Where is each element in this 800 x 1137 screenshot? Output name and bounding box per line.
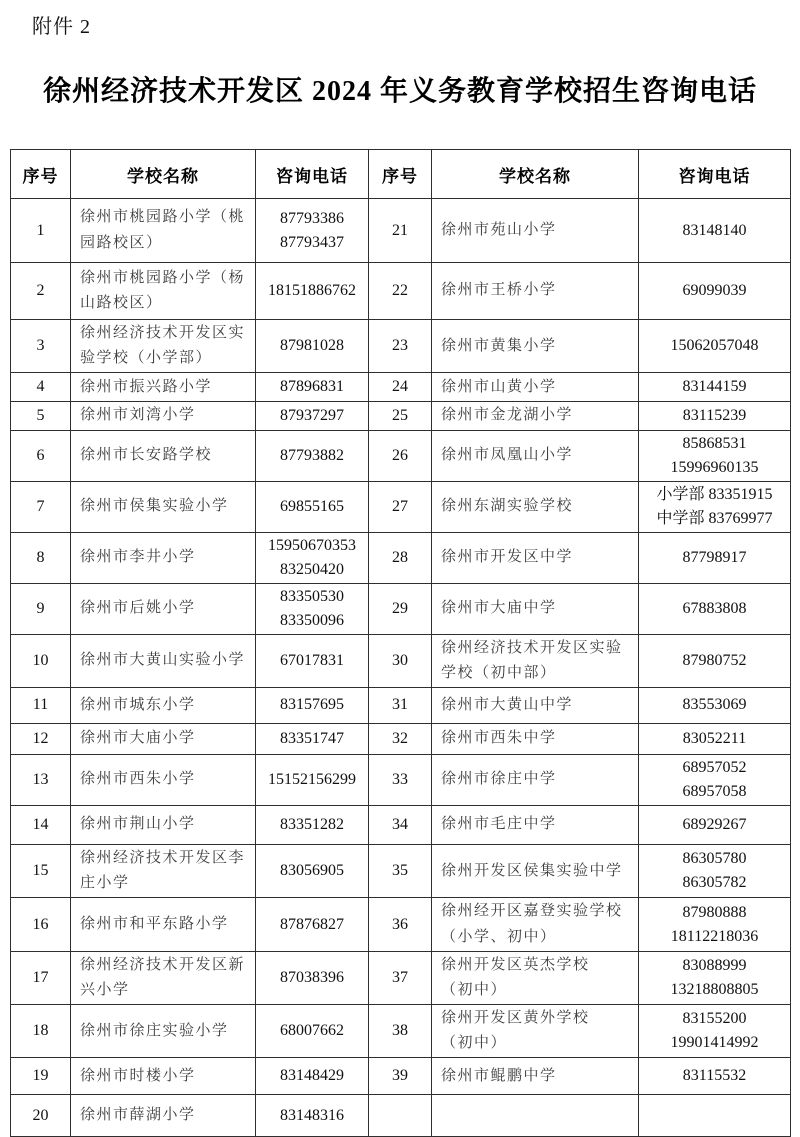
row-number-cell — [369, 1058, 432, 1095]
phone-directory-table — [10, 149, 791, 1137]
column-header-school-left: 学校名称 — [71, 150, 256, 199]
column-header-school-right: 学校名称 — [432, 150, 639, 199]
table-row — [11, 1095, 791, 1137]
row-number-cell — [369, 532, 432, 583]
phone-cell — [256, 723, 369, 754]
row-number: 20 — [32, 1106, 49, 1124]
row-number-cell — [11, 754, 71, 805]
row-number: 38 — [392, 1022, 408, 1040]
school-name-line: 徐州经济技术开发区李 — [80, 849, 246, 866]
school-name-line: 徐州市毛庄中学 — [441, 816, 557, 833]
row-number-cell — [369, 481, 432, 532]
row-number: 29 — [392, 599, 408, 617]
school-name-line: 徐州市大庙小学 — [80, 730, 196, 747]
phone-number: 87980752 — [682, 651, 747, 669]
phone-cell — [639, 634, 791, 687]
phone-cell — [256, 1058, 369, 1095]
school-name-line: 徐州东湖实验学校 — [441, 497, 574, 514]
row-number-cell — [11, 263, 71, 320]
row-number-cell — [11, 1005, 71, 1058]
row-number-cell — [369, 430, 432, 481]
phone-cell — [639, 687, 791, 723]
table-row — [11, 898, 791, 951]
table-row — [11, 687, 791, 723]
school-name-cell — [432, 844, 639, 897]
phone-cell — [639, 1058, 791, 1095]
school-name-cell — [432, 583, 639, 634]
table-row — [11, 481, 791, 532]
row-number: 27 — [392, 497, 408, 515]
row-number-cell — [369, 951, 432, 1004]
school-name-line: 徐州市刘湾小学 — [80, 407, 196, 424]
phone-cell — [256, 199, 369, 263]
table-row — [11, 532, 791, 583]
phone-number: 87798917 — [682, 548, 747, 566]
row-number: 28 — [392, 548, 408, 566]
row-number-cell — [369, 844, 432, 897]
row-number: 12 — [32, 729, 49, 747]
phone-cell — [256, 532, 369, 583]
row-number-cell — [11, 898, 71, 951]
school-name-line: 徐州市徐庄中学 — [441, 771, 557, 788]
phone-number: 83148429 — [280, 1067, 344, 1085]
phone-number: 83148140 — [682, 221, 747, 239]
row-number-cell — [369, 1095, 432, 1137]
phone-cell — [256, 263, 369, 320]
row-number-cell — [11, 481, 71, 532]
phone-number: 18112218036 — [670, 927, 759, 945]
school-name-line: 徐州市长安路学校 — [80, 446, 213, 463]
school-name-line: 徐州市荆山小学 — [80, 816, 196, 833]
school-name-line: 徐州市李井小学 — [80, 548, 196, 565]
row-number-cell — [11, 844, 71, 897]
phone-number: 15950670353 — [268, 536, 356, 554]
phone-number: 86305782 — [682, 874, 747, 892]
phone-cell — [639, 320, 791, 373]
phone-cell — [639, 373, 791, 402]
school-name-cell — [432, 320, 639, 373]
school-name-line: 学校（初中部） — [441, 664, 557, 681]
school-name-cell — [71, 373, 256, 402]
school-name-cell — [71, 263, 256, 320]
school-name-cell — [432, 263, 639, 320]
phone-number: 87038396 — [280, 968, 344, 986]
row-number-cell — [369, 898, 432, 951]
row-number: 39 — [392, 1067, 408, 1085]
school-name-line: 验学校（小学部） — [80, 350, 213, 367]
row-number: 37 — [392, 968, 408, 986]
school-name-cell — [432, 402, 639, 430]
school-name-cell — [71, 898, 256, 951]
row-number-cell — [369, 373, 432, 402]
phone-number: 83088999 — [682, 956, 747, 974]
school-name-line: 徐州经济技术开发区新 — [80, 956, 246, 973]
row-number-cell — [369, 634, 432, 687]
table-row — [11, 402, 791, 430]
school-name-cell — [432, 373, 639, 402]
phone-cell — [639, 805, 791, 844]
table-row — [11, 1005, 791, 1058]
school-name-cell — [71, 754, 256, 805]
phone-number: 83351747 — [280, 729, 344, 747]
row-number-cell — [369, 687, 432, 723]
school-name-cell — [71, 1058, 256, 1095]
row-number: 3 — [36, 337, 45, 355]
school-name-line: 徐州市徐庄实验小学 — [80, 1022, 229, 1039]
phone-cell — [639, 199, 791, 263]
school-name-cell — [432, 1058, 639, 1095]
school-name-line: （小学、初中） — [441, 928, 557, 945]
table-row — [11, 263, 791, 320]
row-number: 1 — [36, 221, 45, 239]
column-header-phone-right: 咨询电话 — [639, 150, 791, 199]
phone-number: 85868531 — [682, 434, 747, 452]
row-number-cell — [11, 1095, 71, 1137]
phone-number: 18151886762 — [268, 282, 356, 299]
row-number-cell — [369, 805, 432, 844]
row-number: 21 — [392, 221, 408, 239]
phone-number: 68957058 — [682, 782, 747, 800]
school-name-cell — [432, 1005, 639, 1058]
row-number-cell — [11, 687, 71, 723]
row-number-cell — [11, 723, 71, 754]
school-name-cell — [432, 1095, 639, 1137]
phone-number: 小学部 83351915 — [656, 485, 773, 503]
phone-cell — [256, 805, 369, 844]
row-number: 15 — [32, 862, 49, 880]
row-number: 11 — [32, 696, 49, 714]
school-name-cell — [71, 430, 256, 481]
row-number: 26 — [392, 446, 408, 464]
phone-number: 83351282 — [280, 815, 344, 833]
phone-number: 67883808 — [682, 599, 747, 617]
phone-cell — [256, 634, 369, 687]
phone-number: 83148316 — [280, 1106, 344, 1124]
phone-cell — [639, 1005, 791, 1058]
row-number-cell — [369, 402, 432, 430]
phone-cell — [256, 583, 369, 634]
row-number-cell — [11, 402, 71, 430]
school-name-line: （初中） — [441, 1035, 508, 1052]
row-number: 19 — [32, 1067, 49, 1085]
school-name-cell — [71, 1095, 256, 1137]
table-row — [11, 373, 791, 402]
phone-number: 87793882 — [280, 446, 344, 464]
school-name-cell — [432, 754, 639, 805]
table-row — [11, 844, 791, 897]
phone-cell — [639, 532, 791, 583]
school-name-cell — [71, 723, 256, 754]
table-row — [11, 320, 791, 373]
school-name-line: 徐州市山黄小学 — [441, 378, 557, 395]
page-title: 徐州经济技术开发区 2024 年义务教育学校招生咨询电话 — [42, 76, 757, 107]
phone-number: 68957052 — [682, 758, 747, 776]
phone-number: 83052211 — [682, 729, 747, 747]
school-name-cell — [432, 805, 639, 844]
school-name-line: 徐州市桃园路小学（杨 — [80, 269, 246, 286]
table-row — [11, 754, 791, 805]
phone-number: 83115532 — [682, 1067, 747, 1085]
phone-number: 19901414992 — [670, 1034, 759, 1052]
table-row — [11, 1058, 791, 1095]
phone-cell — [256, 402, 369, 430]
school-name-cell — [432, 430, 639, 481]
table-body — [11, 199, 791, 1137]
phone-cell — [639, 951, 791, 1004]
row-number-cell — [369, 754, 432, 805]
phone-number: 83056905 — [280, 862, 344, 880]
row-number: 24 — [392, 378, 408, 396]
row-number: 32 — [392, 729, 408, 747]
row-number: 10 — [32, 651, 49, 669]
phone-number: 69855165 — [280, 497, 344, 515]
phone-cell — [256, 844, 369, 897]
row-number: 9 — [36, 599, 45, 617]
school-name-cell — [432, 951, 639, 1004]
school-name-line: 徐州市薛湖小学 — [80, 1107, 196, 1124]
row-number: 23 — [392, 337, 408, 355]
attachment-label: 附件 2 — [32, 16, 91, 38]
phone-number: 69099039 — [682, 282, 747, 299]
row-number-cell — [369, 199, 432, 263]
phone-cell — [256, 430, 369, 481]
phone-cell — [639, 844, 791, 897]
row-number-cell — [11, 634, 71, 687]
phone-number: 83157695 — [280, 696, 344, 714]
school-name-cell — [432, 898, 639, 951]
school-name-line: 徐州市城东小学 — [80, 696, 196, 713]
school-name-cell — [432, 481, 639, 532]
school-name-line: 徐州市王桥小学 — [441, 282, 557, 299]
phone-cell — [256, 951, 369, 1004]
phone-cell — [256, 754, 369, 805]
school-name-cell — [432, 723, 639, 754]
phone-cell — [256, 373, 369, 402]
row-number: 8 — [36, 548, 45, 566]
row-number: 2 — [36, 282, 45, 299]
table-row — [11, 805, 791, 844]
phone-number: 87793386 — [280, 209, 344, 227]
row-number: 13 — [32, 770, 49, 788]
school-name-cell — [432, 687, 639, 723]
phone-cell — [639, 898, 791, 951]
row-number: 6 — [36, 446, 45, 464]
phone-number: 68007662 — [280, 1022, 344, 1040]
school-name-line: 徐州市大黄山中学 — [441, 696, 574, 713]
phone-number: 83250420 — [280, 560, 344, 578]
row-number: 7 — [36, 497, 45, 515]
school-name-cell — [71, 532, 256, 583]
school-name-line: 徐州市金龙湖小学 — [441, 407, 574, 424]
phone-cell — [256, 1095, 369, 1137]
school-name-line: 徐州市侯集实验小学 — [80, 497, 229, 514]
school-name-line: 徐州市时楼小学 — [80, 1067, 196, 1084]
school-name-cell — [71, 687, 256, 723]
phone-number: 83144159 — [682, 378, 747, 396]
phone-cell — [256, 1005, 369, 1058]
phone-number: 15062057048 — [670, 337, 759, 355]
school-name-line: 徐州市和平东路小学 — [80, 915, 229, 932]
school-name-line: 徐州经济技术开发区实验 — [441, 639, 623, 656]
phone-number: 87981028 — [280, 337, 344, 355]
school-name-cell — [71, 1005, 256, 1058]
phone-number: 87876827 — [280, 915, 344, 933]
school-name-cell — [71, 951, 256, 1004]
phone-cell — [256, 898, 369, 951]
phone-cell — [639, 481, 791, 532]
table-header-row — [11, 150, 791, 199]
school-name-cell — [71, 844, 256, 897]
row-number-cell — [11, 430, 71, 481]
phone-number: 68929267 — [682, 815, 747, 833]
row-number-cell — [369, 583, 432, 634]
phone-cell — [639, 402, 791, 430]
phone-cell — [639, 1095, 791, 1137]
table-row — [11, 430, 791, 481]
phone-cell — [639, 754, 791, 805]
column-header-serial-left: 序号 — [11, 150, 71, 199]
row-number: 14 — [32, 815, 49, 833]
phone-number: 83115239 — [682, 406, 747, 424]
row-number: 35 — [392, 862, 408, 880]
school-name-line: 徐州市桃园路小学（桃 — [80, 209, 246, 226]
school-name-cell — [432, 532, 639, 583]
phone-number: 15996960135 — [670, 458, 759, 476]
school-name-line: 兴小学 — [80, 981, 130, 998]
school-name-line: 徐州市黄集小学 — [441, 337, 557, 354]
row-number: 18 — [32, 1022, 49, 1040]
phone-number: 87793437 — [280, 233, 344, 251]
phone-number: 83350530 — [280, 587, 344, 605]
school-name-line: 徐州经济技术开发区实 — [80, 325, 246, 341]
row-number-cell — [369, 1005, 432, 1058]
school-name-cell — [432, 634, 639, 687]
school-name-line: 园路校区） — [80, 234, 163, 251]
school-name-line: 徐州市鲲鹏中学 — [441, 1067, 557, 1084]
row-number: 34 — [392, 815, 408, 833]
school-name-line: 徐州市大庙中学 — [441, 599, 557, 616]
phone-number: 83350096 — [280, 611, 344, 629]
row-number: 22 — [392, 282, 408, 299]
phone-number: 86305780 — [682, 850, 747, 868]
row-number-cell — [369, 320, 432, 373]
row-number-cell — [11, 951, 71, 1004]
phone-cell — [256, 481, 369, 532]
phone-number: 83155200 — [682, 1010, 747, 1028]
row-number: 16 — [32, 915, 49, 933]
row-number-cell — [369, 263, 432, 320]
phone-number: 13218808805 — [670, 980, 759, 998]
row-number: 5 — [36, 406, 45, 424]
school-name-cell — [71, 805, 256, 844]
table-row — [11, 723, 791, 754]
phone-number: 83553069 — [682, 696, 747, 714]
phone-cell — [639, 430, 791, 481]
row-number-cell — [11, 805, 71, 844]
table-row — [11, 951, 791, 1004]
row-number: 33 — [392, 770, 408, 788]
row-number: 30 — [392, 651, 408, 669]
row-number-cell — [11, 320, 71, 373]
row-number: 25 — [392, 406, 408, 424]
phone-number: 15152156299 — [268, 770, 356, 788]
school-name-cell — [71, 583, 256, 634]
school-name-line: （初中） — [441, 981, 508, 998]
school-name-cell — [71, 199, 256, 263]
phone-number: 中学部 83769977 — [656, 509, 773, 527]
phone-cell — [639, 723, 791, 754]
row-number-cell — [11, 199, 71, 263]
school-name-line: 徐州市后姚小学 — [80, 599, 196, 616]
row-number: 31 — [392, 696, 408, 714]
phone-number: 87980888 — [682, 903, 747, 921]
school-name-cell — [432, 199, 639, 263]
school-name-line: 徐州经开区嘉登实验学校 — [441, 903, 623, 920]
phone-cell — [256, 687, 369, 723]
table-row — [11, 634, 791, 687]
school-name-line: 徐州市开发区中学 — [441, 548, 574, 565]
school-name-line: 徐州开发区黄外学校 — [441, 1010, 590, 1027]
school-name-cell — [71, 481, 256, 532]
row-number: 36 — [392, 915, 408, 933]
school-name-line: 徐州市凤凰山小学 — [441, 446, 574, 463]
row-number: 4 — [36, 378, 45, 396]
phone-cell — [639, 263, 791, 320]
school-name-line: 徐州开发区英杰学校 — [441, 956, 590, 973]
school-name-cell — [71, 320, 256, 373]
school-name-cell — [71, 402, 256, 430]
school-name-line: 徐州市西朱中学 — [441, 730, 557, 747]
school-name-line: 徐州市大黄山实验小学 — [80, 652, 246, 669]
row-number-cell — [11, 532, 71, 583]
school-name-line: 徐州市西朱小学 — [80, 771, 196, 788]
school-name-line: 山路校区） — [80, 295, 163, 311]
school-name-line: 徐州市苑山小学 — [441, 221, 557, 238]
phone-cell — [256, 320, 369, 373]
phone-number: 87896831 — [280, 378, 344, 396]
row-number-cell — [369, 723, 432, 754]
row-number: 17 — [32, 968, 49, 986]
school-name-cell — [71, 634, 256, 687]
table-row — [11, 583, 791, 634]
phone-number: 67017831 — [280, 651, 344, 669]
row-number-cell — [11, 1058, 71, 1095]
column-header-phone-left: 咨询电话 — [256, 150, 369, 199]
row-number-cell — [11, 373, 71, 402]
phone-number: 87937297 — [280, 406, 344, 424]
school-name-line: 庄小学 — [80, 875, 130, 892]
table-row — [11, 199, 791, 263]
school-name-line: 徐州市振兴路小学 — [80, 378, 213, 395]
row-number-cell — [11, 583, 71, 634]
column-header-serial-right: 序号 — [369, 150, 432, 199]
school-name-line: 徐州开发区侯集实验中学 — [441, 862, 623, 879]
phone-cell — [639, 583, 791, 634]
